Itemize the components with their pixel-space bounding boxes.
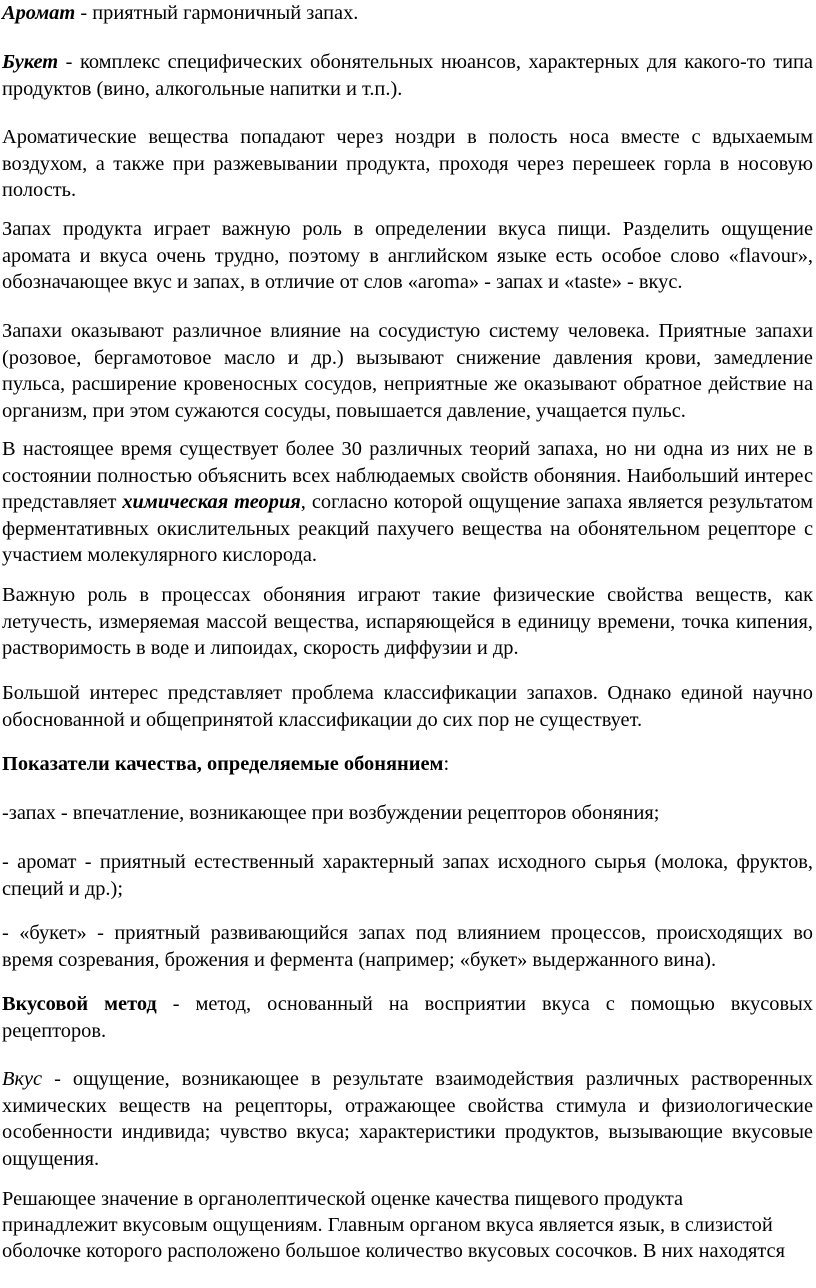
paragraph-vascular-effect: Запахи оказывают различное влияние на сосудистую систему человека. Приятные запахи (розовое, бергамотовое масло и др.) вызывают снижение давления крови, замедление пульса, расширение кровеносных сосудов, неприятные же оказывают обратное действие на организм, при этом сужаются сосуды, повышается давление, учащается пульс. — [2, 320, 813, 422]
paragraph-taste-method — [2, 991, 813, 1044]
taste-definition-text: - ощущение, возникающее в результате взаимодействия различных растворенных химических веществ на рецепторы, отражающее свойства стимула и физиологические особенности индивида; чувство вкуса; характеристики продуктов, вызывающие вкусовые ощущения. — [2, 1068, 813, 1170]
taste-sensations-line-3: оболочке которого расположено большое количество вкусовых сосочков. В них находятся — [2, 1240, 785, 1262]
paragraph-smell-and-taste: Запах продукта играет важную роль в определении вкуса пищи. Разделить ощущение аромата и вкуса очень трудно, поэтому в английском языке есть особое слово «flavour», обозначающее вкус и запах, в отличие от слов «aroma» - запах и «taste» - вкус. — [2, 218, 813, 294]
list-item-aroma: - аромат - приятный естественный характерный запах исходного сырья (молока, фруктов, специй и др.); — [2, 851, 813, 900]
list-item-bouquet: - «букет» - приятный развивающийся запах под влиянием процессов, происходящих во время созревания, брожения и фермента (например; «букет» выдержанного вина). — [2, 922, 813, 971]
heading-colon: : — [443, 753, 450, 775]
paragraph-physical-properties: Важную роль в процессах обоняния играют такие физические свойства веществ, как летучесть, измеряемая массой вещества, испаряющейся в единицу времени, точка кипения, растворимость в воде и липоидах, скорость диффузии и др. — [2, 584, 813, 660]
term-chemical-theory: химическая теория — [122, 491, 301, 514]
taste-sensations-line-1: Решающее значение в органолептической оценке качества пищевого продукта — [2, 1188, 684, 1210]
aroma-definition-text: - приятный гармоничный запах. — [75, 2, 359, 24]
paragraph-taste-definition — [2, 1066, 813, 1172]
list-item-smell: -запах - впечатление, возникающее при возбуждении рецепторов обоняния; — [2, 802, 660, 824]
paragraph-classification: Большой интерес представляет проблема классификации запахов. Однако единой научно обоснованной и общепринятой классификации до сих пор не существует. — [2, 682, 813, 731]
term-taste-method: Вкусовой метод — [2, 993, 157, 1015]
heading-smell-quality-indicators — [2, 751, 813, 778]
term-aroma: Аромат — [2, 2, 76, 24]
paragraph-aromatic-substances: Ароматические вещества попадают через ноздри в полость носа вместе с вдыхаемым воздухом, а также при разжевывании продукта, проходя через перешеек горла в носовую полость. — [2, 126, 813, 202]
taste-method-text: - метод, основанный на восприятии вкуса с помощью вкусовых рецепторов. — [2, 993, 813, 1042]
bouquet-definition-text: - комплекс специфических обонятельных нюансов, характерных для какого-то типа продуктов (вино, алкогольные напитки и т.п.). — [2, 51, 813, 100]
term-bouquet: Букет — [2, 51, 59, 73]
taste-sensations-line-2: принадлежит вкусовым ощущениям. Главным органом вкуса является язык, в слизистой — [2, 1214, 773, 1236]
paragraph-aroma-definition — [2, 0, 813, 27]
theories-text-before: В настоящее время существует более 30 различных теорий запаха, но ни одна из них не в состоянии полностью объяснить всех наблюдаемых свойств обоняния. Наибольший интерес представляет — [2, 438, 813, 514]
paragraph-smell-theories — [2, 436, 813, 569]
theories-text-after: , согласно которой ощущение запаха является результатом ферментативных окислительных реакций пахучего вещества на обонятельном рецепторе с участием молекулярного кислорода. — [2, 491, 813, 567]
heading-text: Показатели качества, определяемые обонянием — [2, 753, 444, 775]
paragraph-bouquet-definition — [2, 49, 813, 102]
term-taste: Вкус — [2, 1068, 43, 1090]
